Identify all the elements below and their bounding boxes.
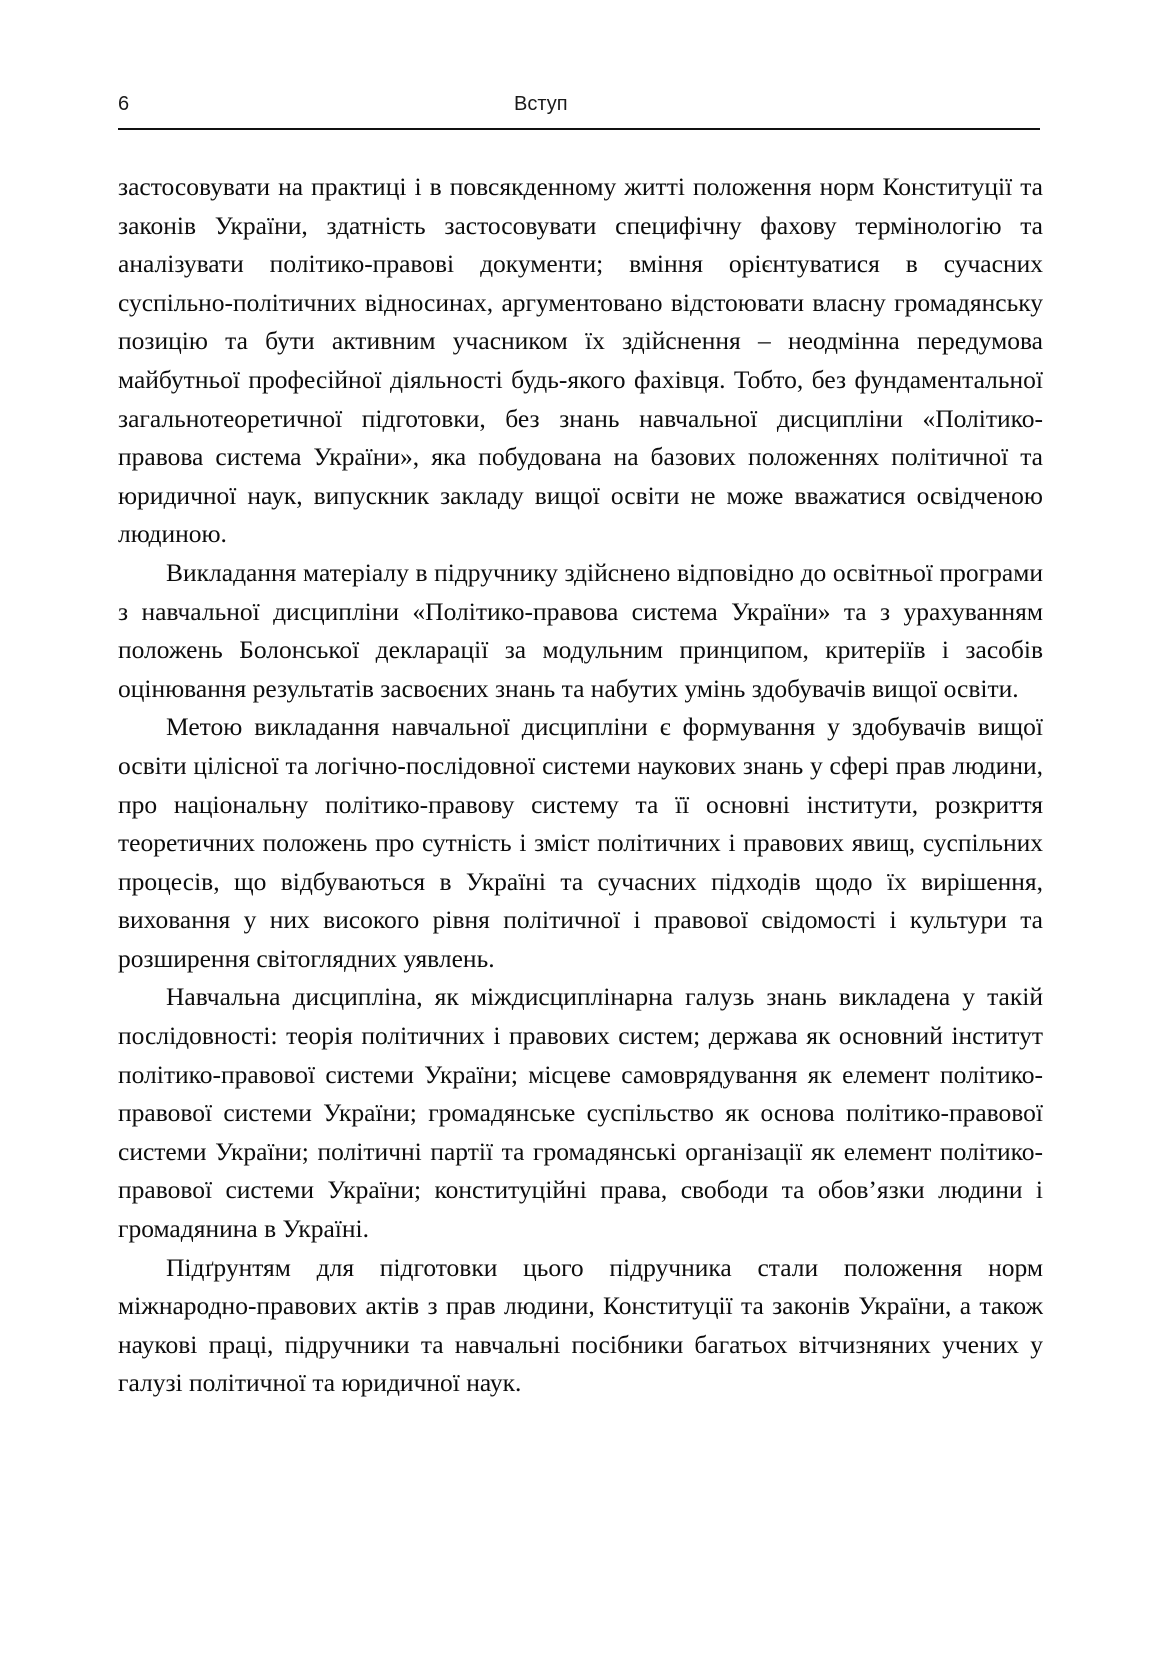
page-header: [118, 92, 1040, 132]
page-number: 6: [118, 93, 130, 115]
running-title: Вступ: [514, 93, 568, 115]
body-text: [118, 168, 1043, 1403]
paragraph: Викладання матеріалу в підручнику здійснено відповідно до освітньої програми з навчальної дисципліни «Політико-правова система України» та з урахуванням положень Болонської декларації за модульним принципом, критеріїв і засобів оцінювання результатів засвоєних знань та набутих умінь здобувачів вищої освіти.: [118, 557, 1043, 703]
paragraph: застосовувати на практиці і в повсякденному житті положення норм Конституції та законів України, здатність застосовувати специфічну фахову термінологію та аналізувати політико-правові документи; вміння орієнтуватися в сучасних суспільно-політичних відносинах, аргументовано відстоювати власну громадянську позицію та бути активним учасником їх здійснення – неодмінна передумова майбутньої професійної діяльності будь-якого фахівця. Тобто, без фундаментальної загальнотеоретичної підготовки, без знань навчальної дисципліни «Політико-правова система України», яка побудована на базових положеннях політичної та юридичної наук, випускник закладу вищої освіти не може вважатися освідченою людиною.: [118, 172, 1043, 549]
paragraph: Навчальна дисципліна, як міждисциплінарна галузь знань викладена у такій послідовності: теорія політичних і правових систем; держава як основний інститут політико-правової системи України; місцеве самоврядування як елемент політико-правової системи України; громадянське суспільство як основа політико-правової системи України; політичні партії та громадянські організації як елемент політико-правової системи України; конституційні права, свободи та обов’язки людини і громадянина в Україні.: [118, 982, 1043, 1244]
header-divider: [118, 128, 1040, 130]
paragraph: Підґрунтям для підготовки цього підручника стали положення норм міжнародно-правових актів з прав людини, Конституції та законів України, а також наукові праці, підручники та навчальні посібники багатьох вітчизняних учених у галузі політичної та юридичної наук.: [118, 1252, 1043, 1398]
paragraph: Метою викладання навчальної дисципліни є формування у здобувачів вищої освіти цілісної та логічно-послідовної системи наукових знань у сфері прав людини, про національну політико-правову систему та її основні інститути, розкриття теоретичних положень про сутність і зміст політичних і правових явищ, суспільних процесів, що відбуваються в Україні та сучасних підходів щодо їх вирішення, виховання у них високого рівня політичної і правової свідомості і культури та розширення світоглядних уявлень.: [118, 712, 1043, 973]
